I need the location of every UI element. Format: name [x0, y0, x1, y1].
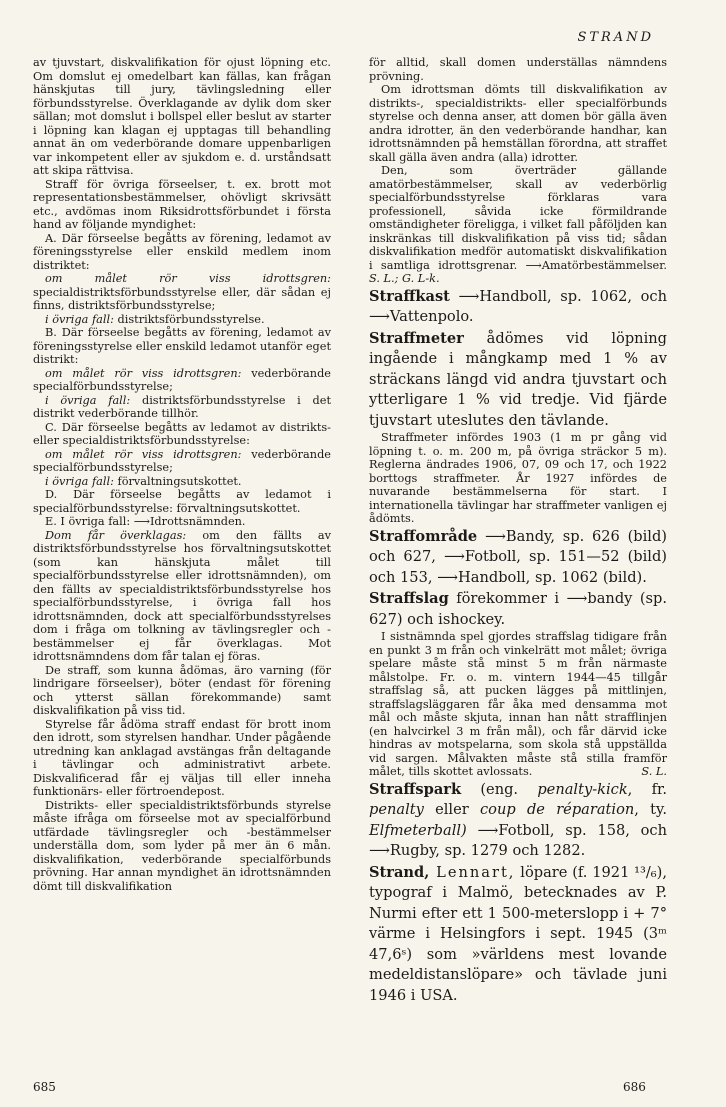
sub-item — [33, 272, 331, 313]
entry-straffspark — [369, 780, 667, 862]
paragraph — [369, 164, 667, 286]
sub-item-text: distriktsförbundsstyrelse. — [113, 312, 265, 326]
paragraph: Om idrottsman dömts till diskvalifikation av distrikts-, specialdistrikts- eller specialförbunds styrelse och denna anser, att domen bör gälla även andra idrotter, än den vederbörande handhar, kan idrottsnämnden på hemställan förordna, att straffet skall gälla även andra (alla) idrotter. — [369, 83, 667, 164]
foreign-term: coup de réparation — [479, 801, 635, 818]
sub-item-text: distriktsförbundsstyrelse i det distrikt vederbörande tillhör. — [33, 393, 331, 420]
entry-straffslag — [369, 589, 667, 630]
paragraph: Styrelse får ådöma straff endast för brott inom den idrott, som styrelsen handhar. Under pågående utredning kan anklagad avstängas från deltagande i tävlingar och administrativt arbete. Diskvalificerad får ej väljas till eller inneha funktionärs- eller förtroendepost. — [33, 717, 331, 798]
appeal-paragraph — [33, 529, 331, 664]
appeal-label: Dom får överklagas: — [45, 528, 187, 542]
entry-note — [369, 630, 667, 779]
sub-item-label: i övriga fall: — [45, 393, 131, 407]
right-column — [369, 56, 667, 1006]
paragraph: Straff för övriga förseelser, t. ex. brott mot representationsbestämmelser, ohövligt skrivsätt etc., avdömas inom Riksidrottsförbundet i första hand av följande myndighet: — [33, 177, 331, 231]
entry-text: , fr. — [627, 780, 667, 798]
entry-straffmeter — [369, 329, 667, 432]
entry-text: (eng. — [461, 780, 538, 798]
author-signature: S. L. — [641, 765, 667, 778]
left-column — [33, 56, 331, 893]
entry-strand — [369, 863, 667, 1007]
entry-head: Strand, — [369, 863, 430, 881]
entry-head: Straffkast — [369, 287, 450, 305]
running-title: STRAND — [577, 30, 654, 45]
entry-text: ⟶Handboll, sp. 1062, och ⟶Vattenpolo. — [369, 287, 667, 325]
entry-text: eller — [423, 801, 480, 818]
appeal-text: om den fällts av distriktsförbundsstyrelse hos förvaltningsutskottet (som kan hänskjuta målet till specialförbundsstyrelse eller idrottsnämnden), om den fällts av specialdistriktsförbundsstyrelse hos specialförbundsstyrelse, i övriga fall hos idrottsnämnden, dock att specialförbundsstyrelses dom i fråga om tolkning av tävlingsregler och -bestämmelser ej får överklagas. Mot idrottsnämndens dom får talan ej föras. — [33, 528, 331, 663]
paragraph-text: Den, som överträder gällande amatörbestämmelser, skall av vederbörlig specialförbundsstyrelse förklaras vara professionell, såvida icke förmildrande omständigheter föreligga, i vilket fall påföljden kan inskränkas till diskvalifikation på viss tid; sådan diskvalifikation medför automatiskt diskvalifikation i samtliga idrottsgrenar. — [369, 164, 667, 272]
sub-item-label: om målet rör viss idrottsgren: — [45, 366, 242, 380]
entry-text: förekommer i ⟶bandy (sp. 627) och ishockey. — [369, 590, 667, 628]
entry-text: ⟶Fotboll, sp. 158, och ⟶Rugby, sp. 1279 och 1282. — [369, 821, 667, 859]
sub-item-text: förvaltningsutskottet. — [113, 474, 242, 488]
sub-item-text: vederbörande specialförbundsstyrelse; — [33, 447, 331, 474]
paragraph: Distrikts- eller specialdistriktsförbunds styrelse måste ifråga om förseelse mot av specialförbund utfärdade tävlingsregler och -bestämmelser underställa dom, som lyder på mer än 6 mån. diskvalifikation, vederbörande specialförbunds prövning. Har annan myndighet än idrottsnämnden dömt till diskvalifikation — [33, 798, 331, 893]
foreign-term: penalty-kick — [537, 780, 628, 798]
sub-item-label: om målet rör viss idrottsgren: — [45, 272, 331, 285]
page-number-left: 685 — [33, 1080, 56, 1094]
sub-item — [33, 394, 331, 421]
page-number-right: 686 — [623, 1080, 646, 1094]
paragraph: D. Där förseelse begåtts av ledamot i specialförbundsstyrelse: förvaltningsutskottet. — [33, 488, 331, 515]
entry-note: Straffmeter infördes 1903 (1 m pr gång vid löpning t. o. m. 200 m, på övriga sträckor 5 m). Reglerna ändrades 1906, 07, 09 och 17, och 1922 borttogs straffmeter. År 1927 infördes de nuvarande bestämmelserna för start. I internationella tävlingar har straffmeter vanligen ej ådömts. — [369, 431, 667, 525]
entry-head: Straffspark — [369, 780, 462, 798]
sub-item-text: vederbörande specialförbundsstyrelse; — [33, 366, 331, 393]
entry-note-text: I sistnämnda spel gjordes straffslag tidigare från en punkt 3 m från och vinkelrätt mot målet; övriga spelare måste stå minst 5 m från närmaste målstolpe. Fr. o. m. vintern 1944—45 tillgår straffslag så, att pucken lägges på mittlinjen, straffslagsläggaren får åka med densamma mot mål och måste skjuta, innan han nått strafflinjen (en halvcirkel 3 m från mål), och får därvid icke hindras av motspelarna, som skola stå uppställda vid sargen. Målvakten måste stå stilla framför målet, tills skottet avlossats. — [369, 630, 667, 778]
paragraph: C. Där förseelse begåtts av ledamot av distrikts- eller specialdistriktsförbundsstyrelse: — [33, 420, 331, 447]
paragraph: De straff, som kunna ådömas, äro varning (för lindrigare förseelser), böter (endast för förening och ytterst sällan förekommande) samt diskvalifikation på viss tid. — [33, 663, 331, 717]
entry-head: Straffområde — [369, 527, 478, 545]
foreign-term: Elfmeterball) — [369, 821, 467, 839]
sub-item-label: om målet rör viss idrottsgren: — [45, 447, 242, 461]
entry-text: ⟶Bandy, sp. 626 (bild) och 627, ⟶Fotboll, sp. 151—52 (bild) och 153, ⟶Handboll, sp. 1062 (bild). — [369, 527, 667, 586]
cross-reference: ⟶Amatörbestämmelser. — [517, 258, 667, 272]
entry-head: Straffmeter — [369, 329, 464, 347]
foreign-term: penalty — [369, 801, 424, 818]
paragraph: A. Där förseelse begåtts av förening, ledamot av föreningsstyrelse eller enskild medlem inom distriktet: — [33, 231, 331, 272]
paragraph: B. Där förseelse begåtts av förening, ledamot av föreningsstyrelse eller enskild ledamot utanför eget distrikt: — [33, 326, 331, 366]
sub-item — [33, 313, 331, 327]
sub-item — [33, 475, 331, 489]
sub-item-label: i övriga fall: — [45, 312, 114, 326]
sub-item — [33, 448, 331, 475]
entry-straffomrade — [369, 527, 667, 589]
entry-text: , ty. — [634, 801, 667, 818]
sub-item-label: i övriga fall: — [45, 474, 114, 488]
sub-item-text: specialdistriktsförbundsstyrelse eller, där sådan ej finns, distriktsförbundsstyrelse; — [33, 285, 331, 312]
entry-head: Straffslag — [369, 590, 449, 607]
sub-item — [33, 367, 331, 394]
entry-text: löpare (f. 1921 ¹³/₆), typograf i Malmö, betecknades av P. Nurmi efter ett 1 500-meterslopp i + 7° värme i Helsingfors i sept. 1945 (3ᵐ 47,6ˢ) som »världens mest lovande medeldistanslöpare» och tävlade juni 1946 i USA. — [369, 863, 667, 1004]
entry-name: Lennart, — [429, 863, 516, 881]
author-signature: S. L.; G. L-k. — [369, 272, 440, 285]
paragraph: av tjuvstart, diskvalifikation för ojust löpning etc. Om domslut ej omedelbart kan fällas, kan frågan hänskjutas till jury, tävlingsledning eller förbundsstyrelse. Överklagande av dylik dom sker sällan; mot domslut i bollspel eller beslut av starter i löpning kan klagan ej upptagas till behandling annat än om vederbörande domare uppenbarligen var inkompetent eller av sjukdom e. d. urståndsatt att skipa rättvisa. — [33, 56, 331, 177]
paragraph: E. I övriga fall: ⟶Idrottsnämnden. — [45, 515, 246, 528]
entry-text: ådömes vid löpning ingående i mångkamp med 1 % av sträckans längd vid andra tjuvstart och ytterligare 1 % vid tredje. Vid fjärde tjuvstart uteslutes den tävlande. — [369, 329, 667, 429]
paragraph: för alltid, skall domen underställas nämndens prövning. — [369, 56, 667, 83]
entry-straffkast — [369, 287, 667, 328]
